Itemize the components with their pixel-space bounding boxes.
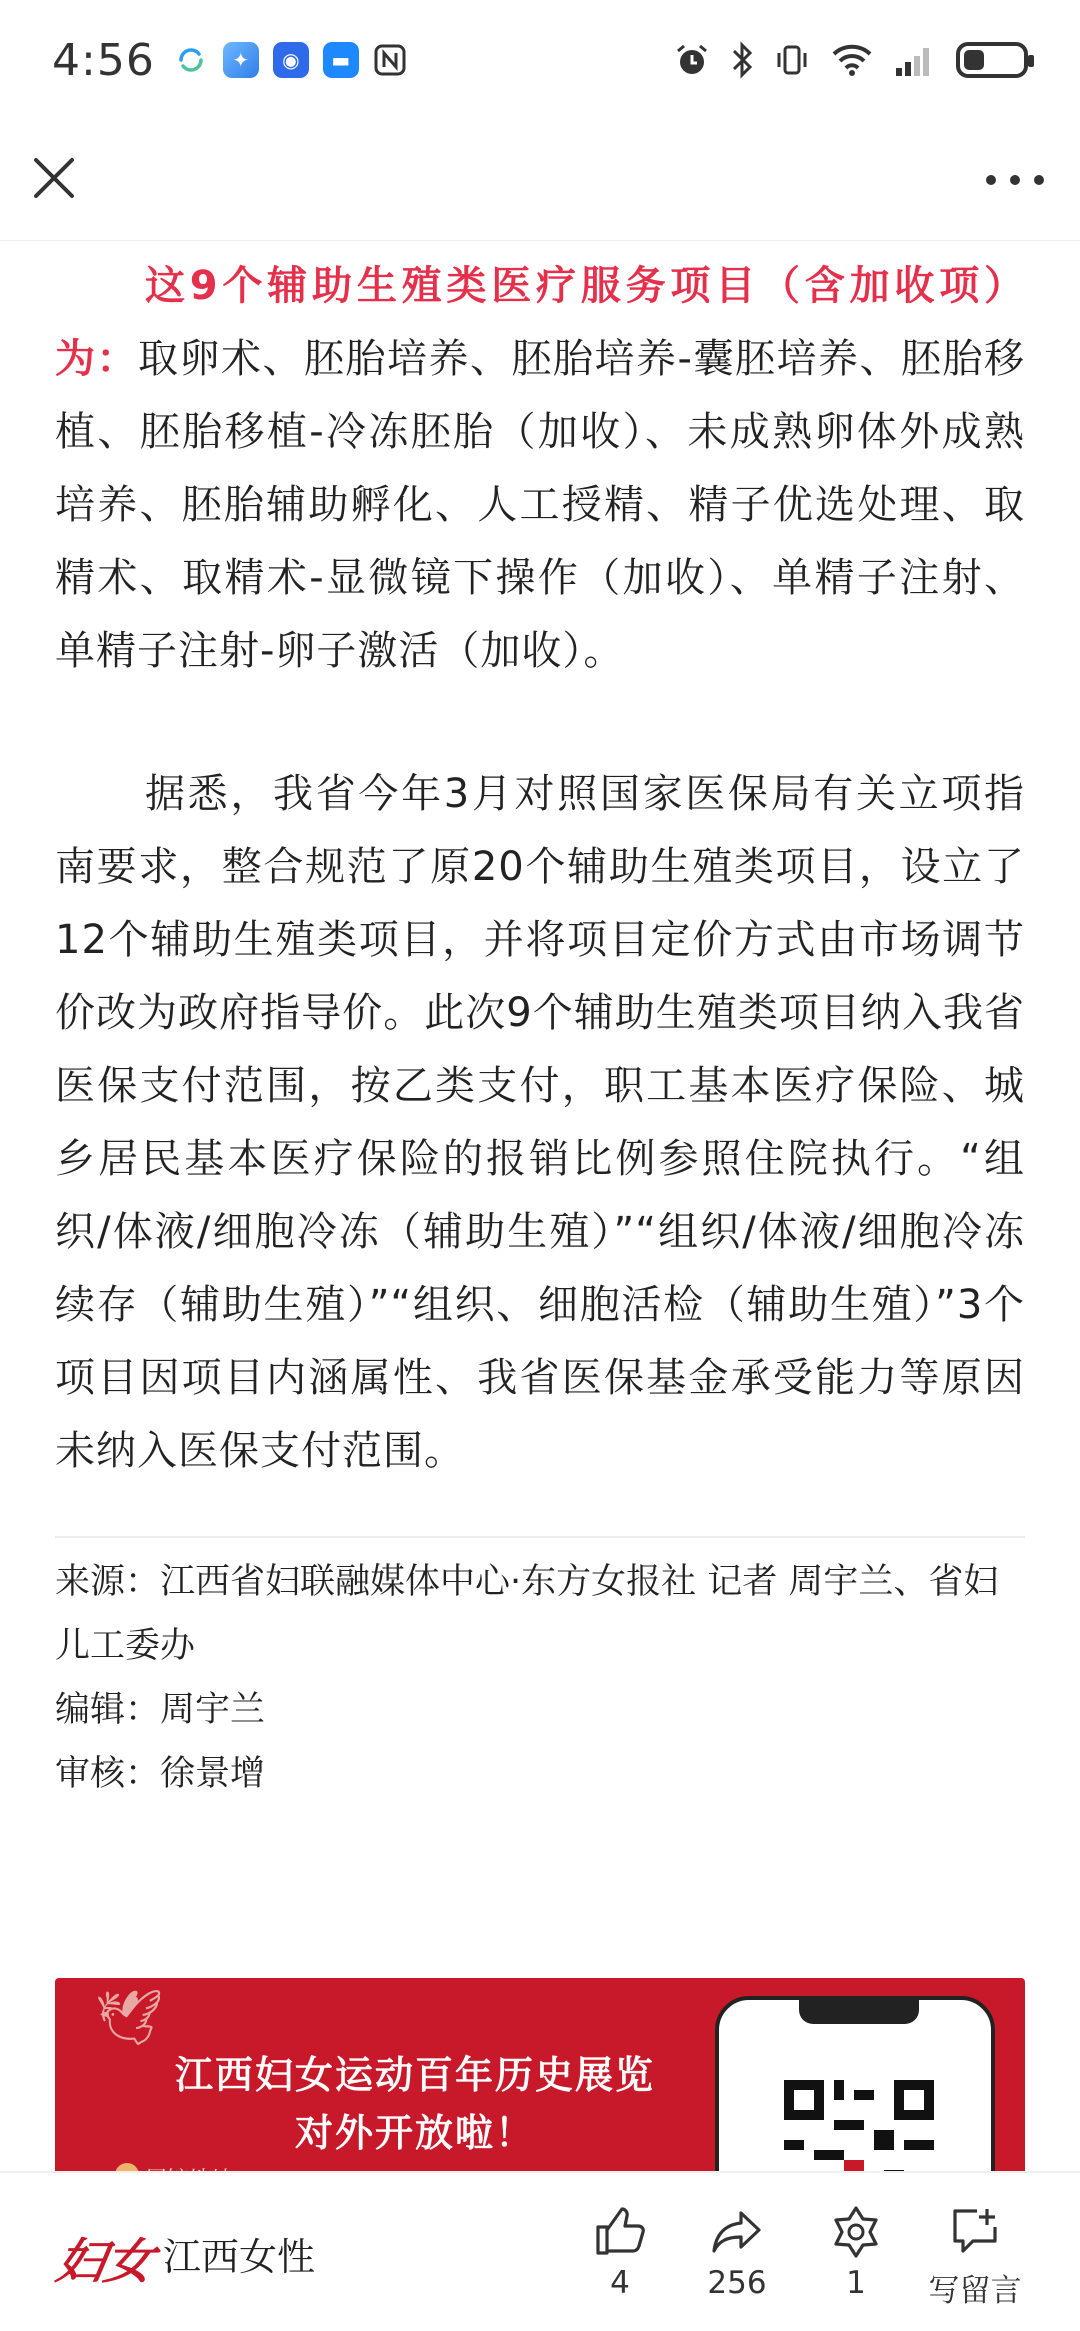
highlight-heading: 这9个辅助生殖类医疗服务项目（含加收项）为： bbox=[55, 263, 1025, 382]
alarm-icon bbox=[674, 42, 710, 78]
wow-button[interactable] bbox=[796, 2203, 916, 2301]
signal-icon bbox=[894, 42, 936, 78]
system-icons bbox=[674, 41, 1028, 79]
write-comment-button[interactable] bbox=[915, 2203, 1035, 2310]
article-body bbox=[55, 250, 1025, 1806]
nfc-icon bbox=[373, 43, 407, 77]
flower-icon bbox=[828, 2203, 884, 2259]
banner-title-line2: 对外开放啦！ bbox=[294, 2111, 535, 2155]
battery-level bbox=[964, 50, 984, 70]
like-button[interactable] bbox=[560, 2203, 680, 2301]
paragraph-details: 据悉，我省今年3月对照国家医保局有关立项指南要求，整合规范了原20个辅助生殖类项目，设立了12个辅助生殖类项目，并将项目定价方式由市场调节价改为政府指导价。此次9个辅助生殖类项目纳入我省医保支付范围，按乙类支付，职工基本医疗保险、城乡居民基本医疗保险的报销比例参照住院执行。“组织/体液/细胞冷冻（辅助生殖）”“组织/体液/细胞冷冻续存（辅助生殖）”“组织、细胞活检（辅助生殖）”3个项目因项目内涵属性、我省医保基金承受能力等原因未纳入医保支付范围。 bbox=[55, 771, 1025, 1474]
app-browser-icon: ◉ bbox=[273, 42, 309, 78]
paragraph-items-text: 取卵术、胚胎培养、胚胎培养-囊胚培养、胚胎移植、胚胎移植-冷冻胚胎（加收）、未成熟卵体外成熟培养、胚胎辅助孵化、人工授精、精子优选处理、取精术、取精术-显微镜下操作（加收）、单精子注射、单精子注射-卵子激活（加收）。 bbox=[55, 336, 1026, 674]
share-button[interactable] bbox=[677, 2203, 797, 2301]
source-divider bbox=[55, 1536, 1025, 1538]
nav-divider bbox=[0, 240, 1080, 241]
notification-icons bbox=[173, 42, 407, 78]
banner-title bbox=[125, 2046, 705, 2162]
share-count: 256 bbox=[707, 2265, 767, 2301]
brand-logo[interactable]: 妇女 bbox=[52, 2234, 159, 2290]
like-count: 4 bbox=[610, 2265, 630, 2301]
close-icon[interactable] bbox=[22, 146, 86, 210]
wifi-icon bbox=[830, 42, 874, 78]
article-source: 来源：江西省妇联融媒体中心·东方女报社 记者 周宇兰、省妇儿工委办 bbox=[55, 1562, 999, 1666]
thumbs-up-icon bbox=[592, 2203, 648, 2259]
bottom-action-bar bbox=[0, 2171, 1080, 2331]
bluetooth-icon bbox=[730, 41, 754, 79]
vibrate-icon bbox=[774, 42, 810, 78]
app-message-icon: ▬ bbox=[323, 42, 359, 78]
wow-count: 1 bbox=[846, 2265, 866, 2301]
sync-icon bbox=[173, 42, 209, 78]
banner-title-line1: 江西妇女运动百年历史展览 bbox=[174, 2053, 655, 2097]
write-comment-label: 写留言 bbox=[928, 2273, 1022, 2309]
share-icon bbox=[709, 2203, 765, 2259]
status-time: 4:56 bbox=[52, 34, 155, 86]
comment-add-icon bbox=[947, 2203, 1003, 2259]
article-editor: 编辑：周宇兰 bbox=[55, 1690, 266, 1730]
more-icon[interactable] bbox=[980, 150, 1050, 210]
exhibition-banner[interactable] bbox=[55, 1978, 1025, 2178]
article-reviewer: 审核：徐景增 bbox=[55, 1754, 266, 1794]
article-meta bbox=[55, 1550, 1025, 1806]
brand-name[interactable]: 江西女性 bbox=[163, 2235, 316, 2279]
status-bar bbox=[0, 0, 1080, 120]
paragraph-items bbox=[55, 250, 1025, 688]
nav-bar bbox=[0, 120, 1080, 240]
battery-icon bbox=[956, 42, 1028, 78]
app-blue-icon: ✦ bbox=[223, 42, 259, 78]
dove-icon: 🕊 bbox=[95, 1986, 164, 2049]
